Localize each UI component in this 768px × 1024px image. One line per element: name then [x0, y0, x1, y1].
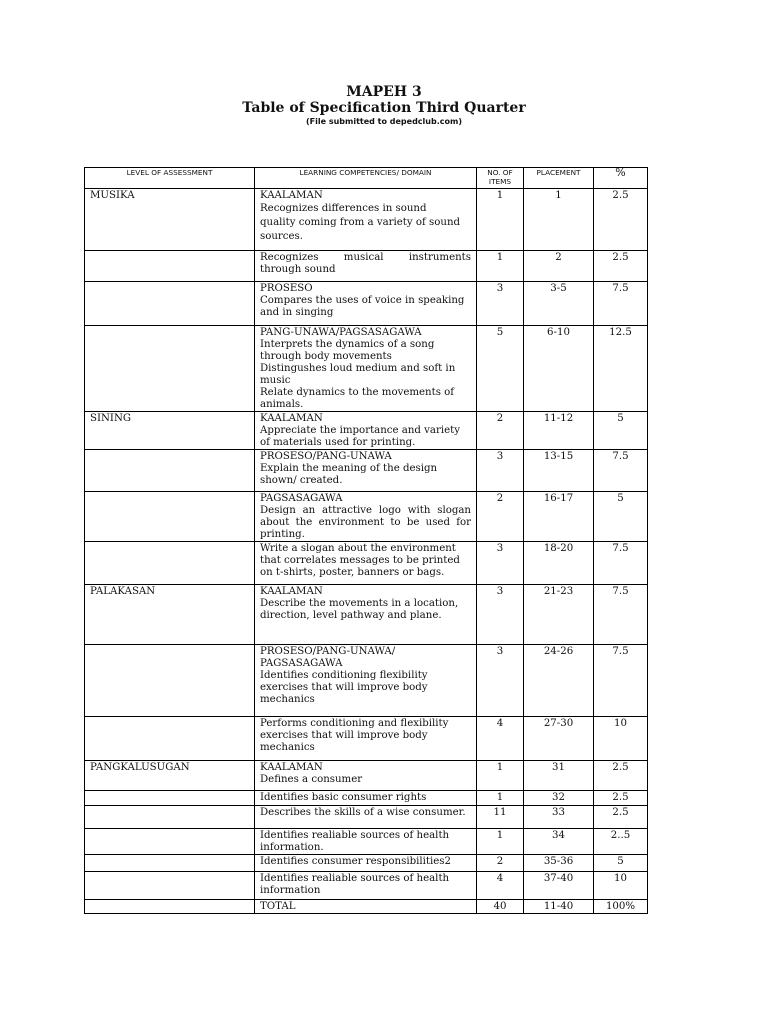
- competency-line: Identifies conditioning flexibility exercises that will improve body mechanics: [260, 670, 428, 705]
- items-cell: 3: [477, 450, 524, 492]
- competency-line: Recognizes musical instruments through sound: [260, 252, 471, 275]
- table-row: [85, 450, 648, 492]
- table-row: [85, 806, 648, 829]
- items-cell: 11: [477, 806, 524, 829]
- table-row: [85, 542, 648, 585]
- competency-line: Identifies realiable sources of health information.: [260, 830, 450, 853]
- percent-cell: 2.5: [594, 761, 648, 791]
- total-percent: 100%: [594, 900, 648, 914]
- col-header-percent: %: [594, 168, 648, 189]
- document-title: MAPEH 3: [346, 84, 422, 100]
- items-cell: 3: [477, 282, 524, 326]
- items-cell: 3: [477, 645, 524, 717]
- items-cell: 1: [477, 189, 524, 251]
- placement-cell: 13-15: [524, 450, 594, 492]
- level-cell: MUSIKA: [85, 189, 255, 251]
- competency-line: quality coming from a variety of sound: [260, 217, 461, 228]
- placement-cell: 33: [524, 806, 594, 829]
- items-cell: 1: [477, 761, 524, 791]
- percent-cell: 7.5: [594, 450, 648, 492]
- level-cell: SINING: [85, 412, 255, 450]
- level-cell: [85, 717, 255, 761]
- placement-cell: 16-17: [524, 492, 594, 542]
- placement-cell: 2: [524, 251, 594, 282]
- percent-cell: 7.5: [594, 282, 648, 326]
- level-cell: [85, 855, 255, 872]
- level-cell: [85, 872, 255, 900]
- table-row: [85, 717, 648, 761]
- percent-cell: 7.5: [594, 645, 648, 717]
- competency-line: KAALAMAN: [260, 586, 323, 597]
- placement-cell: 31: [524, 761, 594, 791]
- competency-line: Identifies consumer responsibilities2: [260, 856, 451, 867]
- placement-cell: 6-10: [524, 326, 594, 412]
- placement-cell: 34: [524, 829, 594, 855]
- competency-line: Describe the movements in a location, direction, level pathway and plane.: [260, 598, 459, 621]
- percent-cell: 2..5: [594, 829, 648, 855]
- items-cell: 4: [477, 872, 524, 900]
- competency-cell: [255, 761, 477, 791]
- competency-line: Performs conditioning and flexibility exercises that will improve body mechanics: [260, 718, 449, 753]
- level-cell: [85, 251, 255, 282]
- level-cell: [85, 829, 255, 855]
- competency-cell: [255, 791, 477, 806]
- table-row: [85, 326, 648, 412]
- competency-line: PROSESO/PANG-UNAWA: [260, 451, 392, 462]
- placement-cell: 37-40: [524, 872, 594, 900]
- percent-cell: 5: [594, 412, 648, 450]
- placement-cell: 24-26: [524, 645, 594, 717]
- competency-line: PANG-UNAWA/PAGSASAGAWA: [260, 327, 422, 338]
- col-header-competencies: LEARNING COMPETENCIES/ DOMAIN: [255, 168, 477, 189]
- competency-line: Design an attractive logo with slogan about the environment to be used for printing.: [260, 505, 471, 540]
- percent-cell: 10: [594, 717, 648, 761]
- competency-cell: [255, 872, 477, 900]
- level-cell: [85, 806, 255, 829]
- percent-cell: 2.5: [594, 251, 648, 282]
- competency-line: sources.: [260, 231, 303, 242]
- items-cell: 2: [477, 412, 524, 450]
- items-cell: 1: [477, 251, 524, 282]
- competency-cell: [255, 412, 477, 450]
- competency-cell: [255, 585, 477, 645]
- competency-line: Explain the meaning of the design shown/ created.: [260, 463, 438, 486]
- competency-cell: [255, 450, 477, 492]
- percent-cell: 2.5: [594, 791, 648, 806]
- items-cell: 1: [477, 791, 524, 806]
- placement-cell: 3-5: [524, 282, 594, 326]
- competency-line: PAGSASAGAWA: [260, 658, 343, 669]
- items-cell: 1: [477, 829, 524, 855]
- competency-cell: [255, 326, 477, 412]
- level-cell: [85, 542, 255, 585]
- competency-line: Recognizes differences in sound: [260, 203, 427, 214]
- total-items: 40: [477, 900, 524, 914]
- table-row: [85, 761, 648, 791]
- percent-cell: 7.5: [594, 542, 648, 585]
- table-row: [85, 829, 648, 855]
- document-header: [0, 84, 768, 127]
- level-cell: [85, 450, 255, 492]
- total-level-cell: [85, 900, 255, 914]
- competency-cell: [255, 492, 477, 542]
- competency-line: PROSESO: [260, 283, 313, 294]
- source-note: (File submitted to depedclub.com): [306, 117, 462, 126]
- competency-cell: [255, 717, 477, 761]
- col-header-level: LEVEL OF ASSESSMENT: [85, 168, 255, 189]
- level-cell: [85, 326, 255, 412]
- total-label: TOTAL: [255, 900, 477, 914]
- competency-cell: [255, 855, 477, 872]
- competency-cell: [255, 542, 477, 585]
- competency-line: Identifies realiable sources of health information: [260, 873, 450, 896]
- placement-cell: 21-23: [524, 585, 594, 645]
- competency-cell: [255, 829, 477, 855]
- competency-line: Distingushes loud medium and soft in music: [260, 363, 456, 386]
- percent-cell: 12.5: [594, 326, 648, 412]
- table-row: [85, 492, 648, 542]
- table-row: [85, 645, 648, 717]
- competency-line: KAALAMAN: [260, 190, 323, 201]
- percent-cell: 2.5: [594, 806, 648, 829]
- col-header-items: NO. OF ITEMS: [477, 168, 524, 189]
- table-row: [85, 855, 648, 872]
- table-header-row: [85, 168, 648, 189]
- competency-line: PROSESO/PANG-UNAWA/: [260, 646, 396, 657]
- competency-line: Appreciate the importance and variety of materials used for printing.: [260, 425, 460, 448]
- percent-cell: 10: [594, 872, 648, 900]
- competency-line: KAALAMAN: [260, 762, 323, 773]
- percent-cell: 5: [594, 855, 648, 872]
- competency-cell: [255, 645, 477, 717]
- items-cell: 2: [477, 855, 524, 872]
- level-cell: PALAKASAN: [85, 585, 255, 645]
- competency-line: PAGSASAGAWA: [260, 493, 343, 504]
- level-cell: [85, 282, 255, 326]
- level-cell: [85, 492, 255, 542]
- table-row: [85, 585, 648, 645]
- col-header-placement: PLACEMENT: [524, 168, 594, 189]
- placement-cell: 11-12: [524, 412, 594, 450]
- table-row: [85, 189, 648, 251]
- total-placement: 11-40: [524, 900, 594, 914]
- specification-table: [84, 167, 648, 914]
- competency-line: Interprets the dynamics of a song through body movements: [260, 339, 435, 362]
- level-cell: [85, 645, 255, 717]
- competency-line: Compares the uses of voice in speaking and in singing: [260, 295, 465, 318]
- placement-cell: 35-36: [524, 855, 594, 872]
- placement-cell: 32: [524, 791, 594, 806]
- competency-cell: [255, 251, 477, 282]
- level-cell: PANGKALUSUGAN: [85, 761, 255, 791]
- document-subtitle: Table of Specification Third Quarter: [242, 100, 526, 116]
- items-cell: 2: [477, 492, 524, 542]
- competency-line: KAALAMAN: [260, 413, 323, 424]
- competency-line: Identifies basic consumer rights: [260, 792, 427, 803]
- placement-cell: 27-30: [524, 717, 594, 761]
- total-row: [85, 900, 648, 914]
- competency-cell: [255, 282, 477, 326]
- table-row: [85, 251, 648, 282]
- items-cell: 3: [477, 585, 524, 645]
- table-row: [85, 412, 648, 450]
- competency-cell: [255, 806, 477, 829]
- table-row: [85, 791, 648, 806]
- table-row: [85, 872, 648, 900]
- competency-line: Relate dynamics to the movements of animals.: [260, 387, 455, 410]
- percent-cell: 7.5: [594, 585, 648, 645]
- items-cell: 3: [477, 542, 524, 585]
- table-row: [85, 282, 648, 326]
- items-cell: 5: [477, 326, 524, 412]
- competency-cell: [255, 189, 477, 251]
- placement-cell: 18-20: [524, 542, 594, 585]
- competency-line: Defines a consumer: [260, 774, 363, 785]
- percent-cell: 2.5: [594, 189, 648, 251]
- level-cell: [85, 791, 255, 806]
- placement-cell: 1: [524, 189, 594, 251]
- items-cell: 4: [477, 717, 524, 761]
- competency-line: Describes the skills of a wise consumer.: [260, 807, 466, 818]
- competency-line: Write a slogan about the environment that correlates messages to be printed on t-shirts, poster, banners or bags.: [260, 543, 460, 578]
- percent-cell: 5: [594, 492, 648, 542]
